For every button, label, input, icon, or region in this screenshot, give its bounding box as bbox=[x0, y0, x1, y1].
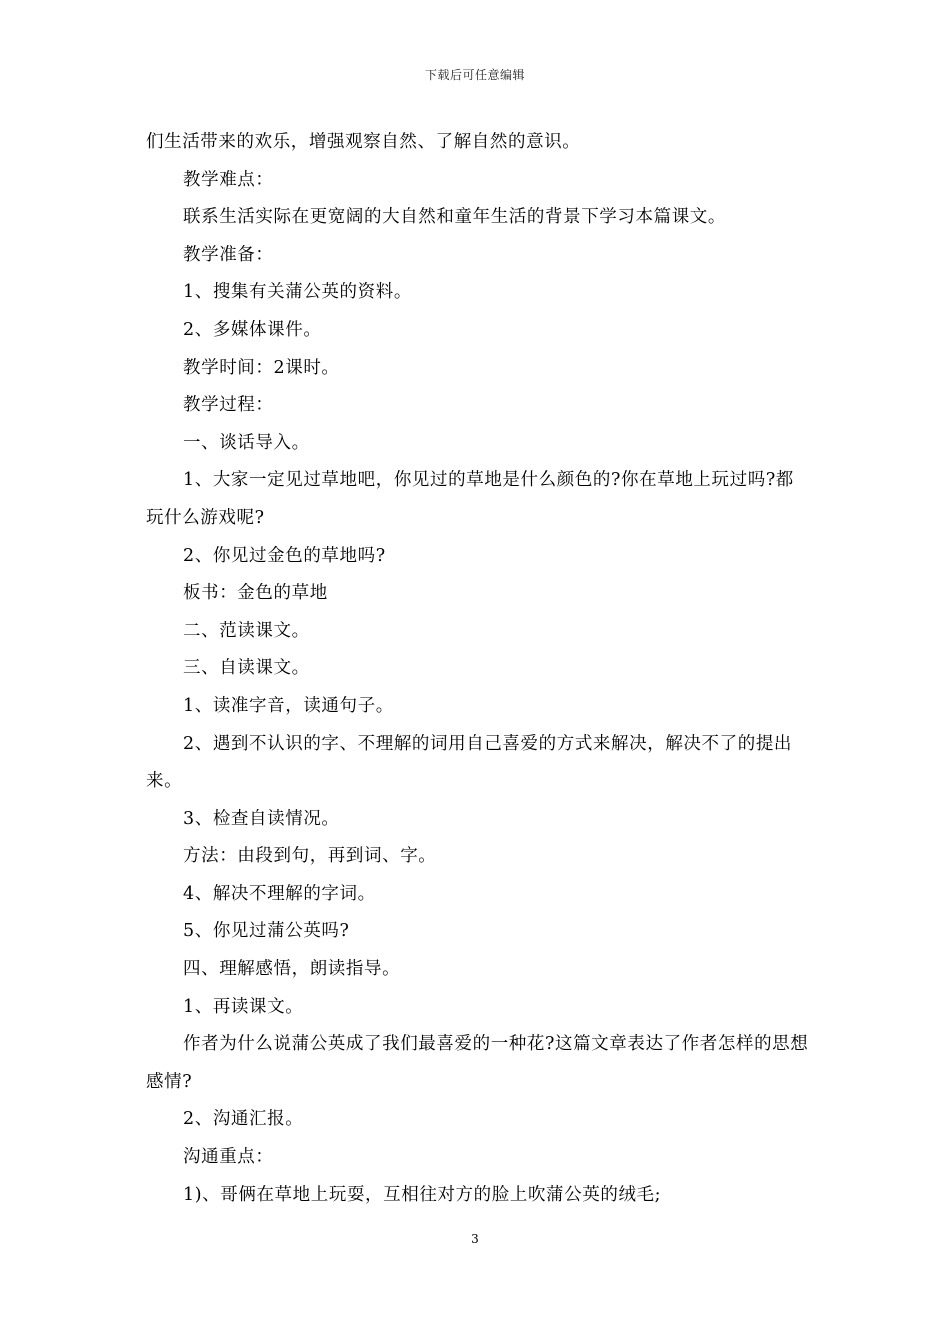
page-number: 3 bbox=[471, 1232, 479, 1246]
paragraph: 教学时间：2课时。 bbox=[183, 357, 340, 378]
list-item: 5、你见过蒲公英吗? bbox=[183, 921, 350, 942]
paragraph: 作者为什么说蒲公英成了我们最喜爱的一种花?这篇文章表达了作者怎样的思想感情? bbox=[146, 1034, 809, 1092]
paragraph: 方法：由段到句，再到词、字。 bbox=[183, 846, 437, 867]
list-item: 1、读准字音，读通句子。 bbox=[183, 695, 394, 716]
list-item: 2、遇到不认识的字、不理解的词用自己喜爱的方式来解决，解决不了的提出来。 bbox=[146, 733, 793, 792]
list-item: 1、搜集有关蒲公英的资料。 bbox=[183, 282, 412, 303]
paragraph: 联系生活实际在更宽阔的大自然和童年生活的背景下学习本篇课文。 bbox=[183, 207, 726, 228]
section-heading: 一、谈话导入。 bbox=[183, 432, 310, 453]
list-item: 1)、哥俩在草地上玩耍，互相往对方的脸上吹蒲公英的绒毛; bbox=[183, 1184, 662, 1205]
list-item: 4、解决不理解的字词。 bbox=[183, 883, 376, 904]
document-body bbox=[146, 124, 810, 1214]
paragraph: 板书：金色的草地 bbox=[183, 583, 328, 604]
paragraph: 们生活带来的欢乐，增强观察自然、了解自然的意识。 bbox=[146, 132, 581, 152]
page-header: 下载后可任意编辑 bbox=[424, 68, 525, 82]
paragraph: 沟通重点： bbox=[183, 1147, 274, 1168]
section-heading: 教学过程： bbox=[183, 395, 274, 416]
list-item: 1、大家一定见过草地吧，你见过的草地是什么颜色的?你在草地上玩过吗?都玩什么游戏呢? bbox=[146, 470, 794, 528]
list-item: 3、检查自读情况。 bbox=[183, 808, 340, 829]
section-heading: 二、范读课文。 bbox=[183, 620, 310, 641]
section-heading: 教学难点： bbox=[183, 169, 274, 190]
section-heading: 四、理解感悟，朗读指导。 bbox=[183, 959, 401, 980]
list-item: 2、沟通汇报。 bbox=[183, 1109, 304, 1130]
list-item: 2、你见过金色的草地吗? bbox=[183, 545, 386, 566]
list-item: 2、多媒体课件。 bbox=[183, 319, 322, 340]
list-item: 1、再读课文。 bbox=[183, 996, 304, 1017]
section-heading: 教学准备： bbox=[183, 244, 274, 265]
section-heading: 三、自读课文。 bbox=[183, 658, 310, 679]
